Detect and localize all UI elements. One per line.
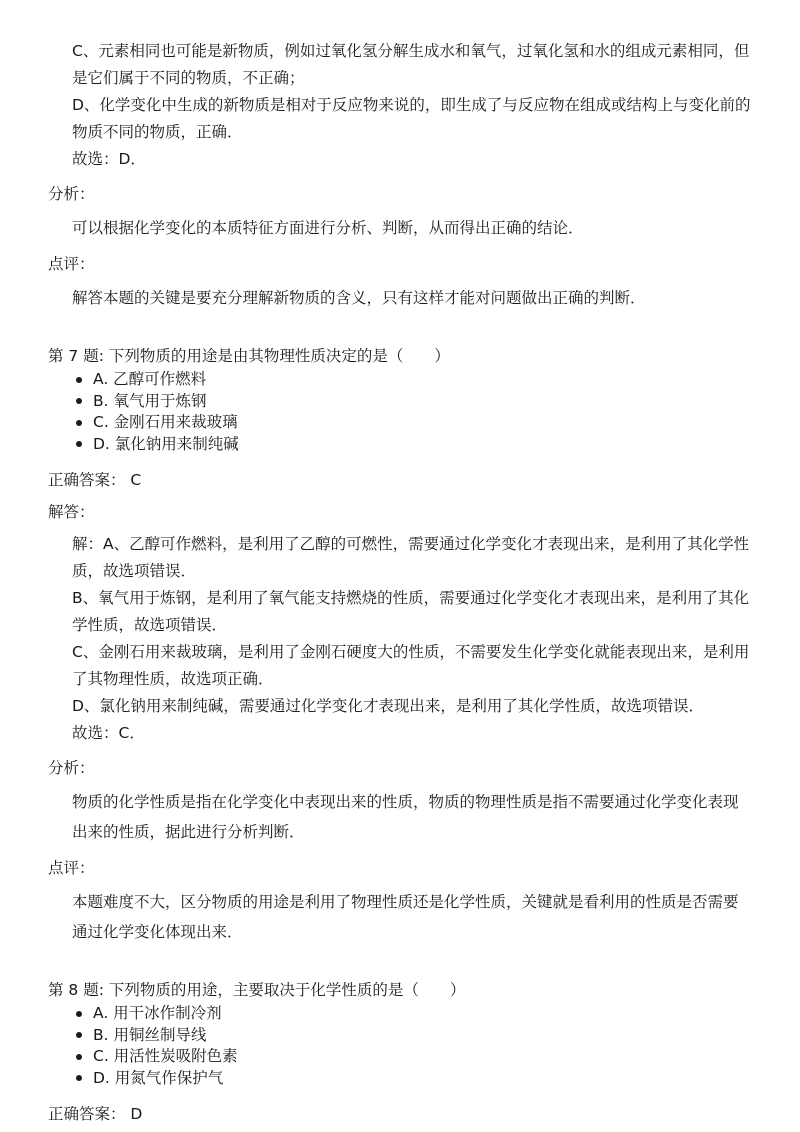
q7-option-c-text: C. 金刚石用来裁玻璃 [93,413,238,431]
bullet-icon [76,1075,82,1081]
q7-solution-c: C、金刚石用来裁玻璃，是利用了金刚石硬度大的性质，不需要发生化学变化就能表现出来，是利用了其物理性质，故选项正确． [72,643,750,688]
q7-analysis-label: 分析： [48,759,95,777]
q7-comment-text: 本题难度不大，区分物质的用途是利用了物理性质还是化学性质，关键就是看利用的性质是否需要通过化学变化体现出来． [72,893,739,941]
bullet-icon [76,1032,82,1038]
q7-option-d [70,434,752,456]
q7-comment-label: 点评： [48,859,95,877]
q7-solution-a: 解：A、乙醇可作燃料，是利用了乙醇的可燃性，需要通过化学变化才表现出来，是利用了其化学性质，故选项错误． [72,535,750,580]
q7-option-b [70,391,752,413]
q7-choice: 故选：C． [72,724,145,742]
q7-option-c [70,412,752,434]
q8-option-a-text: A. 用干冰作制冷剂 [93,1004,222,1022]
bullet-icon [76,420,82,426]
q7-solution-label: 解答： [48,503,95,521]
q7-solution-d: D、氯化钠用来制纯碱，需要通过化学变化才表现出来，是利用了其化学性质，故选项错误． [72,697,704,715]
q6-comment-label: 点评： [48,255,95,273]
q6-analysis-label: 分析： [48,185,95,203]
q6-explanation-c: C、元素相同也可能是新物质，例如过氧化氢分解生成水和氧气，过氧化氢和水的组成元素相同，但是它们属于不同的物质，不正确； [72,42,750,87]
q7-option-d-text: D. 氯化钠用来制纯碱 [93,434,239,453]
q6-analysis-text: 可以根据化学变化的本质特征方面进行分析、判断，从而得出正确的结论． [72,219,584,237]
q6-choice: 故选：D． [72,150,146,168]
q8-option-d [70,1068,752,1090]
bullet-icon [76,1054,82,1060]
q8-options [48,1003,752,1089]
bullet-icon [76,1011,82,1017]
q8-title: 第 8 题: 下列物质的用途，主要取决于化学性质的是（ ） [48,981,466,999]
q7-solution-b: B、氧气用于炼钢，是利用了氧气能支持燃烧的性质，需要通过化学变化才表现出来，是利用了其化学性质，故选项错误． [72,589,750,634]
q8-answer: 正确答案： D [48,1105,143,1123]
q7-answer: 正确答案： C [48,471,142,489]
bullet-icon [76,441,82,447]
q8-option-b [70,1025,752,1047]
q8-option-c-text: C. 用活性炭吸附色素 [93,1047,238,1065]
q7-option-b-text: B. 氧气用于炼钢 [93,391,207,410]
q7-option-a [70,369,752,391]
bullet-icon [76,377,82,383]
q8-option-a [70,1003,752,1025]
bullet-icon [76,398,82,404]
q8-option-c [70,1046,752,1068]
q6-explanation-d: D、化学变化中生成的新物质是相对于反应物来说的，即生成了与反应物在组成或结构上与变化前的物质不同的物质，正确． [72,96,751,141]
q7-option-a-text: A. 乙醇可作燃料 [93,370,207,388]
q8-option-d-text: D. 用氮气作保护气 [93,1068,224,1087]
q8-option-b-text: B. 用铜丝制导线 [93,1025,207,1044]
q7-options [48,369,752,455]
q6-comment-text: 解答本题的关键是要充分理解新物质的含义，只有这样才能对问题做出正确的判断． [72,289,646,307]
q7-title: 第 7 题: 下列物质的用途是由其物理性质决定的是（ ） [48,347,450,365]
q7-analysis-text: 物质的化学性质是指在化学变化中表现出来的性质，物质的物理性质是指不需要通过化学变化表现出来的性质，据此进行分析判断． [72,793,739,841]
